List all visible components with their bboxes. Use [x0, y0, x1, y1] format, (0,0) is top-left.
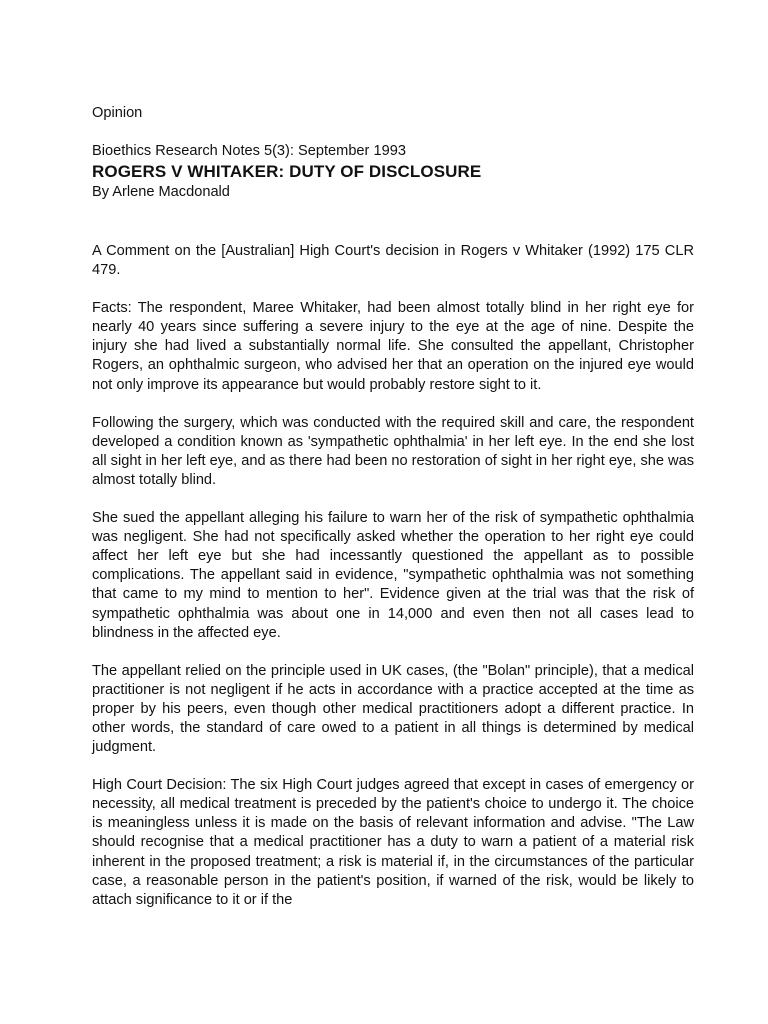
publication-source: Bioethics Research Notes 5(3): September 1993 — [92, 143, 406, 159]
paragraph-surgery: Following the surgery, which was conducted with the required skill and care, the respondent developed a condition known as 'sympathetic ophthalmia' in her left eye. In the end she lost all sight in her left eye, and as there had been no restoration of sight in her right eye, she was almost totally blind. — [92, 414, 694, 488]
paragraph-lawsuit: She sued the appellant alleging his failure to warn her of the risk of sympathetic ophthalmia was negligent. She had not specifically asked whether the operation to her right eye could affect her left eye but she had incessantly questioned the appellant as to possible complications. The appellant said in evidence, "sympathetic ophthalmia was not something that came to my mind to mention to her". Evidence given at the trial was that the risk of sympathetic ophthalmia was about one in 14,000 and even then not all cases lead to blindness in the affected eye. — [92, 510, 694, 641]
author-byline: By Arlene Macdonald — [92, 184, 230, 200]
document-page — [92, 104, 694, 929]
paragraph-bolan-principle: The appellant relied on the principle used in UK cases, (the "Bolan" principle), that a medical practitioner is not negligent if he acts in accordance with a practice accepted at the time as proper by his peers, even though other medical practitioners adopt a different practice. In other words, the standard of care owed to a patient in all things is determined by medical judgment. — [92, 662, 694, 756]
document-label: Opinion — [92, 105, 143, 121]
document-title: ROGERS V WHITAKER: DUTY OF DISCLOSURE — [92, 162, 482, 181]
paragraph-intro: A Comment on the [Australian] High Court's decision in Rogers v Whitaker (1992) 175 CLR 479. — [92, 243, 694, 279]
paragraph-facts: Facts: The respondent, Maree Whitaker, had been almost totally blind in her right eye for nearly 40 years since suffering a severe injury to the eye at the age of nine. Despite the injury she had lived a substantially normal life. She consulted the appellant, Christopher Rogers, an ophthalmic surgeon, who advised her that an operation on the injured eye would not only improve its appearance but would probably restore sight to it. — [92, 300, 694, 393]
paragraph-high-court-decision: High Court Decision: The six High Court judges agreed that except in cases of emergency or necessity, all medical treatment is preceded by the patient's choice to undergo it. The choice is meaningless unless it is made on the basis of relevant information and advise. "The Law should recognise that a medical practitioner has a duty to warn a patient of a material risk inherent in the proposed treatment; a risk is material if, in the circumstances of the particular case, a reasonable person in the patient's position, if warned of the risk, would be likely to attach significance to it or if the — [92, 777, 694, 908]
